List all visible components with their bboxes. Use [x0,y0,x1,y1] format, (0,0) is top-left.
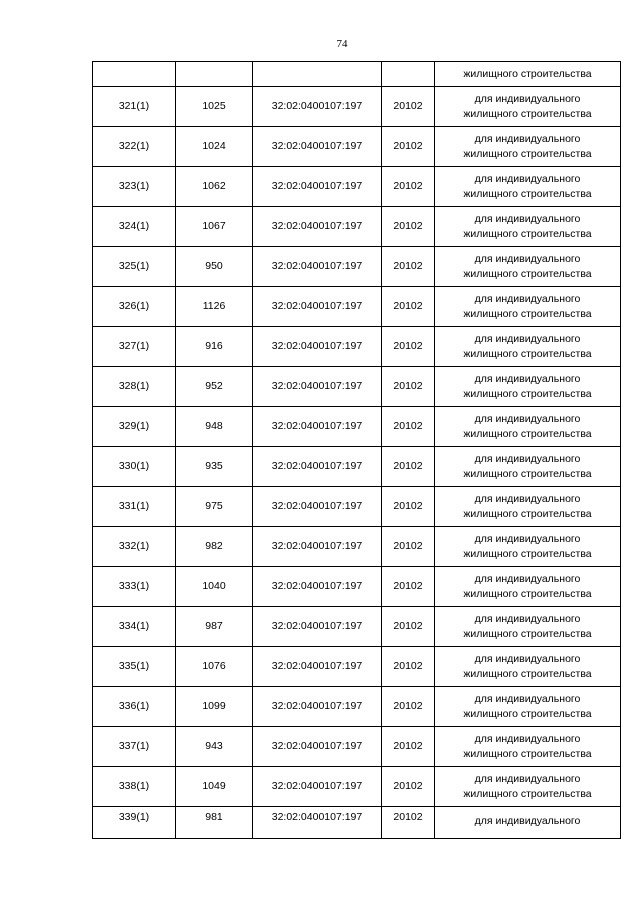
cell-purpose [435,87,621,127]
purpose-line-1: для индивидуального [474,332,581,345]
purpose-line-2: жилищного строительства [463,387,592,400]
table-row [93,767,621,807]
purpose-line-2: жилищного строительства [463,787,592,800]
cell-code: 20102 [382,447,435,487]
table-row [93,607,621,647]
purpose-line-2: жилищного строительства [463,587,592,600]
cell-purpose [435,287,621,327]
cell-cadastral: 32:02:0400107:197 [253,567,382,607]
cell-purpose [435,62,621,87]
cell-id: 335(1) [93,647,176,687]
purpose-line-1: для индивидуального [474,652,581,665]
cell-purpose [435,127,621,167]
cell-code: 20102 [382,407,435,447]
table-row [93,447,621,487]
cell-cadastral: 32:02:0400107:197 [253,767,382,807]
cell-id: 334(1) [93,607,176,647]
table-row [93,367,621,407]
table-body [93,62,621,839]
purpose-line-1: для индивидуального [474,612,581,625]
cell-area: 943 [176,727,253,767]
table-row [93,567,621,607]
cell-cadastral: 32:02:0400107:197 [253,447,382,487]
cell-area: 1024 [176,127,253,167]
cell-area: 1040 [176,567,253,607]
cell-purpose [435,167,621,207]
table-row [93,167,621,207]
cell-area: 952 [176,367,253,407]
purpose-line-2: жилищного строительства [463,187,592,200]
table-row [93,647,621,687]
purpose-line-1: для индивидуального [474,572,581,585]
cell-code: 20102 [382,287,435,327]
table-row [93,487,621,527]
table-row [93,327,621,367]
purpose-line-1: для индивидуального [474,172,581,185]
cell-cadastral: 32:02:0400107:197 [253,167,382,207]
cell-purpose [435,567,621,607]
cell-purpose [435,767,621,807]
purpose-line-1: для индивидуального [474,372,581,385]
cell-area: 1025 [176,87,253,127]
cell-id: 321(1) [93,87,176,127]
purpose-line-2: жилищного строительства [463,707,592,720]
cell-area: 1126 [176,287,253,327]
cell-code: 20102 [382,327,435,367]
cell-code: 20102 [382,87,435,127]
cell-id: 338(1) [93,767,176,807]
cell-code: 20102 [382,687,435,727]
cell-id: 325(1) [93,247,176,287]
cell-area: 935 [176,447,253,487]
cell-cadastral: 32:02:0400107:197 [253,607,382,647]
cell-cadastral: 32:02:0400107:197 [253,287,382,327]
cell-code: 20102 [382,367,435,407]
cell-area: 987 [176,607,253,647]
cell-cadastral: 32:02:0400107:197 [253,367,382,407]
table-row [93,287,621,327]
cell-area: 948 [176,407,253,447]
cell-code: 20102 [382,727,435,767]
cell-cadastral: 32:02:0400107:197 [253,207,382,247]
purpose-line-1: для индивидуального [474,412,581,425]
cell-area: 1049 [176,767,253,807]
table-row [93,247,621,287]
cell-id: 330(1) [93,447,176,487]
table-row [93,407,621,447]
purpose-line-2: жилищного строительства [463,507,592,520]
cell-cadastral [253,62,382,87]
purpose-line-1: для индивидуального [474,772,581,785]
cell-area [176,62,253,87]
cell-id: 329(1) [93,407,176,447]
cell-purpose [435,527,621,567]
cell-code [382,62,435,87]
cell-id: 328(1) [93,367,176,407]
cell-code: 20102 [382,807,435,839]
cell-code: 20102 [382,607,435,647]
purpose-line-2: жилищного строительства [463,147,592,160]
purpose-line-1: для индивидуального [474,532,581,545]
purpose-line-1: для индивидуального [474,212,581,225]
purpose-line-1: для индивидуального [474,692,581,705]
cell-area: 1076 [176,647,253,687]
cell-code: 20102 [382,767,435,807]
table-row [93,807,621,839]
cell-code: 20102 [382,487,435,527]
cell-purpose [435,447,621,487]
table-row [93,527,621,567]
cell-purpose [435,367,621,407]
cell-area: 982 [176,527,253,567]
cell-id [93,62,176,87]
cell-cadastral: 32:02:0400107:197 [253,527,382,567]
cell-area: 975 [176,487,253,527]
cell-area: 916 [176,327,253,367]
cell-purpose [435,487,621,527]
cell-id: 327(1) [93,327,176,367]
table-row [93,127,621,167]
cell-purpose [435,687,621,727]
cell-id: 332(1) [93,527,176,567]
cell-id: 333(1) [93,567,176,607]
cell-purpose [435,727,621,767]
cell-code: 20102 [382,567,435,607]
purpose-line-1: для индивидуального [474,452,581,465]
cell-code: 20102 [382,527,435,567]
table-row [93,207,621,247]
land-plots-table [92,61,621,839]
cell-purpose [435,607,621,647]
cell-cadastral: 32:02:0400107:197 [253,807,382,839]
cell-cadastral: 32:02:0400107:197 [253,327,382,367]
cell-cadastral: 32:02:0400107:197 [253,647,382,687]
cell-id: 331(1) [93,487,176,527]
cell-area: 950 [176,247,253,287]
page-number: 74 [336,38,348,50]
cell-cadastral: 32:02:0400107:197 [253,407,382,447]
cell-area: 1062 [176,167,253,207]
cell-cadastral: 32:02:0400107:197 [253,687,382,727]
cell-cadastral: 32:02:0400107:197 [253,87,382,127]
purpose-line-2: жилищного строительства [463,747,592,760]
purpose-line-2: жилищного строительства [463,267,592,280]
table-row-continuation [93,62,621,87]
cell-code: 20102 [382,647,435,687]
cell-purpose: для индивидуального [435,807,621,839]
cell-id: 322(1) [93,127,176,167]
purpose-line-2: жилищного строительства [463,307,592,320]
purpose-line-2: жилищного строительства [463,427,592,440]
cell-code: 20102 [382,247,435,287]
purpose-line-1: для индивидуального [474,292,581,305]
purpose-line-2: жилищного строительства [463,107,592,120]
cell-code: 20102 [382,167,435,207]
cell-purpose [435,647,621,687]
cell-cadastral: 32:02:0400107:197 [253,487,382,527]
purpose-line-2: жилищного строительства [463,467,592,480]
purpose-line-1: для индивидуального [474,732,581,745]
purpose-line-2: жилищного строительства [463,627,592,640]
cell-id: 323(1) [93,167,176,207]
cell-purpose [435,407,621,447]
cell-id: 337(1) [93,727,176,767]
purpose-line-2: жилищного строительства [463,347,592,360]
table-row [93,687,621,727]
purpose-line-1: для индивидуального [474,252,581,265]
table-row [93,727,621,767]
cell-id: 339(1) [93,807,176,839]
purpose-line-2: жилищного строительства [463,547,592,560]
cell-purpose [435,327,621,367]
cell-id: 336(1) [93,687,176,727]
cell-cadastral: 32:02:0400107:197 [253,247,382,287]
cell-cadastral: 32:02:0400107:197 [253,127,382,167]
cell-purpose [435,247,621,287]
cell-area: 1099 [176,687,253,727]
cell-id: 324(1) [93,207,176,247]
purpose-line-1: для индивидуального [474,492,581,505]
purpose-line-1: для индивидуального [474,92,581,105]
cell-purpose [435,207,621,247]
cell-code: 20102 [382,127,435,167]
cell-area: 1067 [176,207,253,247]
purpose-continuation: жилищного строительства [463,67,592,80]
cell-area: 981 [176,807,253,839]
cell-code: 20102 [382,207,435,247]
purpose-line-2: жилищного строительства [463,227,592,240]
cell-cadastral: 32:02:0400107:197 [253,727,382,767]
cell-id: 326(1) [93,287,176,327]
purpose-line-1: для индивидуального [474,132,581,145]
table-row [93,87,621,127]
purpose-line-2: жилищного строительства [463,667,592,680]
